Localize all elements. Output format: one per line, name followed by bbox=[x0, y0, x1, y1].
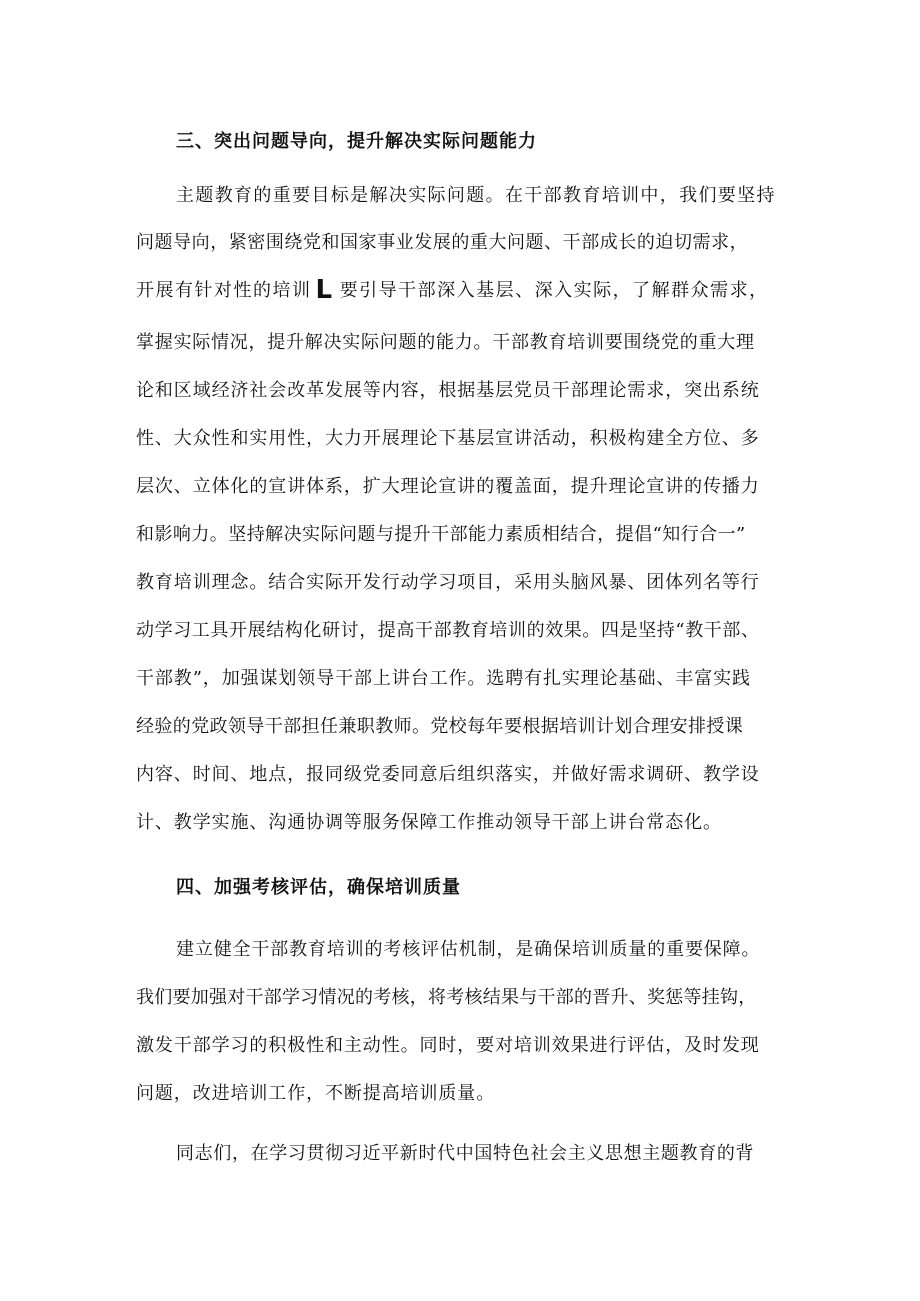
text-fragment: 开展有针对性的培训 bbox=[136, 280, 312, 301]
text-line: 激发干部学习的积极性和主动性。同时，要对培训效果进行评估，及时发现 bbox=[136, 1035, 760, 1056]
text-line bbox=[136, 275, 769, 305]
text-fragment: 要引导干部深入基层、深入实际，了解群众需求， bbox=[339, 280, 769, 301]
text-line: 掌握实际情况，提升解决实际问题的能力。干部教育培训要围绕党的重大理 bbox=[136, 332, 755, 353]
section-4-heading: 四、加强考核评估，确保培训质量 bbox=[176, 877, 461, 898]
text-line: 同志们，在学习贯彻习近平新时代中国特色社会主义思想主题教育的背 bbox=[176, 1143, 755, 1164]
section-3-heading: 三、突出问题导向，提升解决实际问题能力 bbox=[176, 131, 537, 152]
text-line: 经验的党政领导干部担任兼职教师。党校每年要根据培训计划合理安排授课 bbox=[136, 716, 744, 737]
text-line: 教育培训理念。结合实际开发行动学习项目，采用头脑风暴、团体列名等行 bbox=[136, 572, 760, 593]
text-line: 层次、立体化的宣讲体系，扩大理论宣讲的覆盖面，提升理论宣讲的传播力 bbox=[136, 476, 760, 497]
text-line: 主题教育的重要目标是解决实际问题。在干部教育培训中，我们要坚持 bbox=[176, 185, 776, 206]
stray-l-mark: L bbox=[315, 275, 334, 305]
text-line: 动学习工具开展结构化研讨，提高干部教育培训的效果。四是坚持“教干部、 bbox=[136, 620, 760, 641]
text-line: 建立健全干部教育培训的考核评估机制，是确保培训质量的重要保障。 bbox=[176, 939, 761, 960]
text-line: 内容、时间、地点，报同级党委同意后组织落实，并做好需求调研、教学设 bbox=[136, 764, 760, 785]
text-line: 计、教学实施、沟通协调等服务保障工作推动领导干部上讲台常态化。 bbox=[136, 812, 722, 833]
text-line: 和影响力。坚持解决实际问题与提升干部能力素质相结合，提倡“知行合一” bbox=[136, 524, 746, 545]
text-line: 我们要加强对干部学习情况的考核，将考核结果与干部的晋升、奖惩等挂钩， bbox=[136, 987, 757, 1008]
text-line: 问题，改进培训工作，不断提高培训质量。 bbox=[136, 1083, 496, 1104]
text-line: 性、大众性和实用性，大力开展理论下基层宣讲活动，积极构建全方位、多 bbox=[136, 428, 760, 449]
text-line: 问题导向，紧密围绕党和国家事业发展的重大问题、干部成长的迫切需求， bbox=[136, 232, 749, 253]
text-line: 干部教”，加强谋划领导干部上讲台工作。选聘有扎实理论基础、丰富实践 bbox=[136, 668, 751, 689]
text-line: 论和区域经济社会改革发展等内容，根据基层党员干部理论需求，突出系统 bbox=[136, 380, 760, 401]
